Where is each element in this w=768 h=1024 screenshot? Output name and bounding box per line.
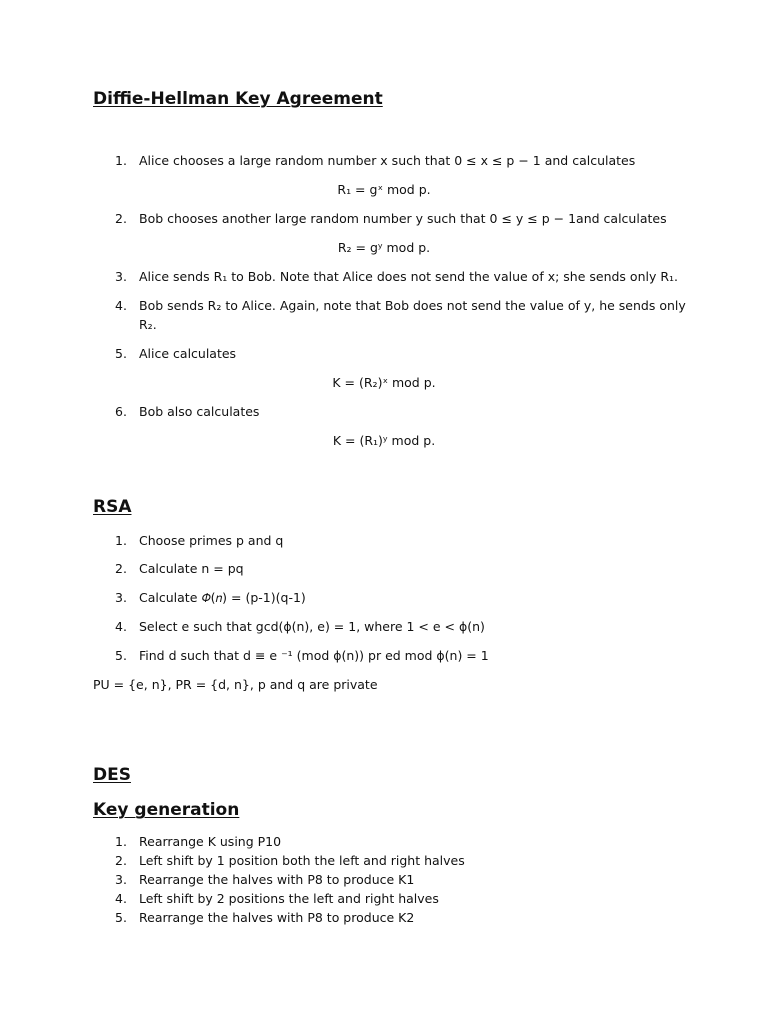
list-text: Alice calculates	[139, 346, 237, 361]
key-generation-heading: Key generation	[93, 800, 240, 820]
list-item	[115, 531, 695, 551]
list-text: Rearrange the halves with P8 to produce K2	[139, 910, 415, 925]
list-text: Alice sends R₁ to Bob. Note that Alice does not send the value of x; she sends only R₁.	[139, 269, 679, 284]
dh-heading: Diffie-Hellman Key Agreement	[93, 89, 383, 109]
list-item	[115, 559, 695, 579]
formula: K = (R₂)ˣ mod p.	[332, 375, 436, 390]
formula: R₁ = gˣ mod p.	[337, 182, 431, 197]
list-number: 6.	[115, 404, 127, 419]
formula: R₂ = gʸ mod p.	[337, 240, 431, 255]
list-text: Bob chooses another large random number y such that 0 ≤ y ≤ p − 1and calculates	[139, 211, 667, 226]
list-number: 4.	[115, 298, 127, 313]
rsa-keys-line: PU = {e, n}, PR = {d, n}, p and q are private	[93, 677, 378, 692]
list-text: Calculate n = pq	[139, 561, 244, 576]
list-item	[115, 588, 695, 608]
list-text: Left shift by 1 position both the left and right halves	[139, 853, 465, 868]
list-number: 3.	[115, 269, 127, 284]
list-text: Rearrange K using P10	[139, 834, 282, 849]
list-text: Select e such that gcd(ɸ(n), e) = 1, where 1 < e < ɸ(n)	[139, 619, 485, 634]
list-number: 2.	[115, 211, 127, 226]
list-item	[115, 402, 695, 422]
list-item	[115, 267, 695, 287]
list-item	[115, 344, 695, 364]
list-item	[115, 646, 695, 666]
list-item	[115, 617, 695, 637]
list-number: 1.	[115, 533, 127, 548]
list-number: 5.	[115, 346, 127, 361]
list-number: 2.	[115, 853, 127, 868]
list-text: Left shift by 2 positions the left and right halves	[139, 891, 439, 906]
list-text-continuation: R₂.	[139, 317, 157, 332]
list-text: Alice chooses a large random number x such that 0 ≤ x ≤ p − 1 and calculates	[139, 153, 636, 168]
list-number: 1.	[115, 834, 127, 849]
list-text: Rearrange the halves with P8 to produce K1	[139, 872, 415, 887]
list-number: 3.	[115, 590, 127, 605]
list-text: Calculate 𝛷(𝑛) = (p-1)(q-1)	[139, 590, 306, 605]
list-number: 4.	[115, 891, 127, 906]
list-text: Bob also calculates	[139, 404, 260, 419]
list-item	[115, 833, 695, 851]
list-item	[115, 296, 695, 316]
list-text: Choose primes p and q	[139, 533, 284, 548]
list-number: 4.	[115, 619, 127, 634]
list-item	[115, 209, 695, 229]
formula: K = (R₁)ʸ mod p.	[332, 433, 436, 448]
list-number: 3.	[115, 872, 127, 887]
list-item	[115, 890, 695, 908]
list-text: Bob sends R₂ to Alice. Again, note that Bob does not send the value of y, he sends only	[139, 298, 686, 313]
list-number: 2.	[115, 561, 127, 576]
list-number: 5.	[115, 648, 127, 663]
list-item	[115, 871, 695, 889]
list-number: 1.	[115, 153, 127, 168]
des-heading: DES	[93, 765, 131, 785]
list-number: 5.	[115, 910, 127, 925]
list-text: Find d such that d ≡ e ⁻¹ (mod ɸ(n)) pr ed mod ɸ(n) = 1	[139, 648, 489, 663]
list-item	[115, 852, 695, 870]
list-item	[115, 909, 695, 927]
rsa-heading: RSA	[93, 497, 132, 517]
list-item	[115, 151, 695, 171]
